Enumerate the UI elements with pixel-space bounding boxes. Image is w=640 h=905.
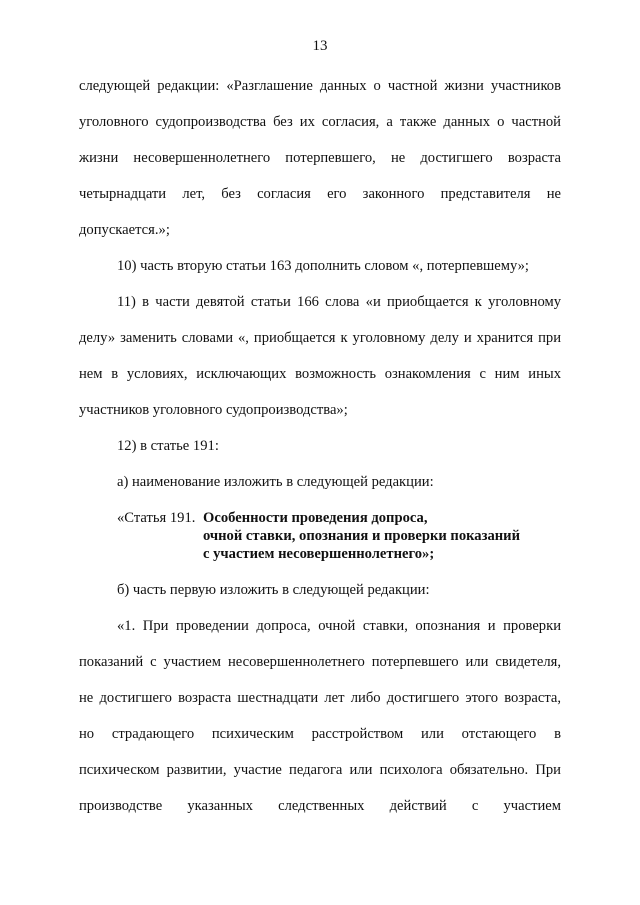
text-line: 10) часть вторую статьи 163 дополнить словом «, потерпевшему»; bbox=[117, 258, 529, 274]
text-line: допускается.»; bbox=[79, 222, 170, 238]
text-line: «1. При проведении допроса, очной ставки, опознания и проверки bbox=[117, 618, 561, 634]
text-line: не достигшего возраста шестнадцати лет либо достигшего этого возраста, bbox=[79, 690, 561, 706]
text-line: психическом развитии, участие педагога или психолога обязательно. При bbox=[79, 762, 561, 778]
article-heading-line-3: с участием несовершеннолетнего»; bbox=[203, 546, 435, 562]
text-line: уголовного судопроизводства без их согласия, а также данных о частной bbox=[79, 114, 561, 130]
text-line: жизни несовершеннолетнего потерпевшего, не достигшего возраста bbox=[79, 150, 561, 166]
text-line: 12) в статье 191: bbox=[117, 438, 219, 454]
article-heading-prefix: «Статья 191. bbox=[117, 510, 196, 526]
article-heading-line-1: Особенности проведения допроса, bbox=[203, 510, 428, 526]
text-line: четырнадцати лет, без согласия его законного представителя не bbox=[79, 186, 561, 202]
text-line: делу» заменить словами «, приобщается к уголовному делу и хранится при bbox=[79, 330, 561, 346]
text-line: 11) в части девятой статьи 166 слова «и приобщается к уголовному bbox=[117, 294, 561, 310]
page-number: 13 bbox=[312, 38, 328, 54]
text-line: а) наименование изложить в следующей редакции: bbox=[117, 474, 434, 490]
text-line: производстве указанных следственных действий с участием bbox=[79, 798, 561, 814]
text-line: б) часть первую изложить в следующей редакции: bbox=[117, 582, 430, 598]
text-line: нем в условиях, исключающих возможность ознакомления с ним иных bbox=[79, 366, 561, 382]
text-line: показаний с участием несовершеннолетнего потерпевшего или свидетеля, bbox=[79, 654, 561, 670]
text-line: участников уголовного судопроизводства»; bbox=[79, 402, 348, 418]
text-line: но страдающего психическим расстройством или отстающего в bbox=[79, 726, 561, 742]
article-heading-line-2: очной ставки, опознания и проверки показаний bbox=[203, 528, 520, 544]
text-line: следующей редакции: «Разглашение данных о частной жизни участников bbox=[79, 78, 561, 94]
